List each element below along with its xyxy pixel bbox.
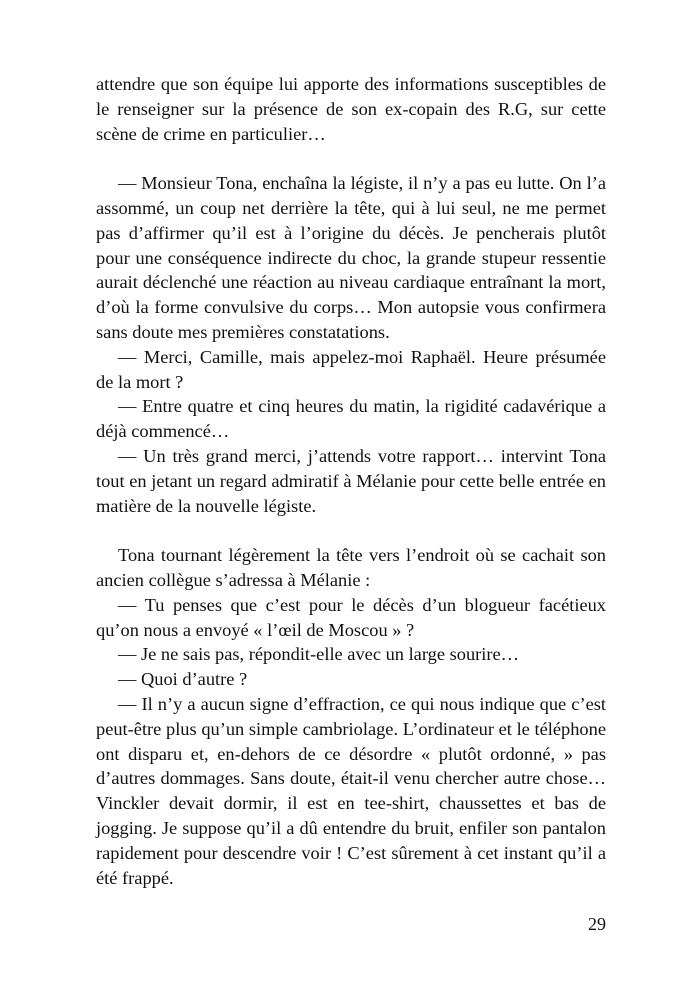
paragraph-1: attendre que son équipe lui apporte des informations susceptibles de le renseigner sur la présence de son ex-copain des R.G, sur cette scène de crime en particulier… xyxy=(96,74,606,144)
paragraph-8: — Je ne sais pas, répondit-elle avec un large sourire… xyxy=(118,644,520,665)
paragraph-7: — Tu penses que c’est pour le décès d’un blogueur facétieux qu’on nous a envoyé « l’œil de Moscou » ? xyxy=(96,594,606,640)
page-number: 29 xyxy=(588,914,606,934)
paragraph-9: — Quoi d’autre ? xyxy=(118,669,248,690)
paragraph-gap xyxy=(96,146,606,171)
page-body xyxy=(96,72,606,890)
paragraph-10: — Il n’y a aucun signe d’effraction, ce qui nous indique que c’est peut-être plus qu’un simple cambriolage. L’ordinateur et le téléphone ont disparu et, en-dehors de ce désordre « plutôt ordonné, » pas d’autres dommages. Sans doute, était-il venu chercher autre chose… Vinckler devait dormir, il est en tee-shirt, chaussettes et bas de jogging. Je suppose qu’il a dû entendre du bruit, enfiler son pantalon rapidement pour descendre voir ! C’est sûrement à cet instant qu’il a été frappé. xyxy=(96,693,606,888)
paragraph-gap xyxy=(96,518,606,543)
paragraph-6: Tona tournant légèrement la tête vers l’endroit où se cachait son ancien collègue s’adressa à Mélanie : xyxy=(96,545,606,590)
paragraph-2: — Monsieur Tona, enchaîna la légiste, il n’y a pas eu lutte. On l’a assommé, un coup net derrière la tête, qui à lui seul, ne me permet pas d’affirmer qu’il est à l’origine du décès. Je pencherais plutôt pour une conséquence indirecte du choc, la grande stupeur ressentie aurait déclenché une réaction au niveau cardiaque entraînant la mort, d’où la forme convulsive du corps… Mon autopsie vous confirmera sans doute mes premières constatations. xyxy=(96,173,606,342)
paragraph-4: — Entre quatre et cinq heures du matin, la rigidité cadavérique a déjà commencé… xyxy=(96,396,606,442)
paragraph-3: — Merci, Camille, mais appelez-moi Raphaël. Heure présumée de la mort ? xyxy=(96,346,606,392)
paragraph-5: — Un très grand merci, j’attends votre rapport… intervint Tona tout en jetant un regard admiratif à Mélanie pour cette belle entrée en matière de la nouvelle légiste. xyxy=(96,445,606,516)
